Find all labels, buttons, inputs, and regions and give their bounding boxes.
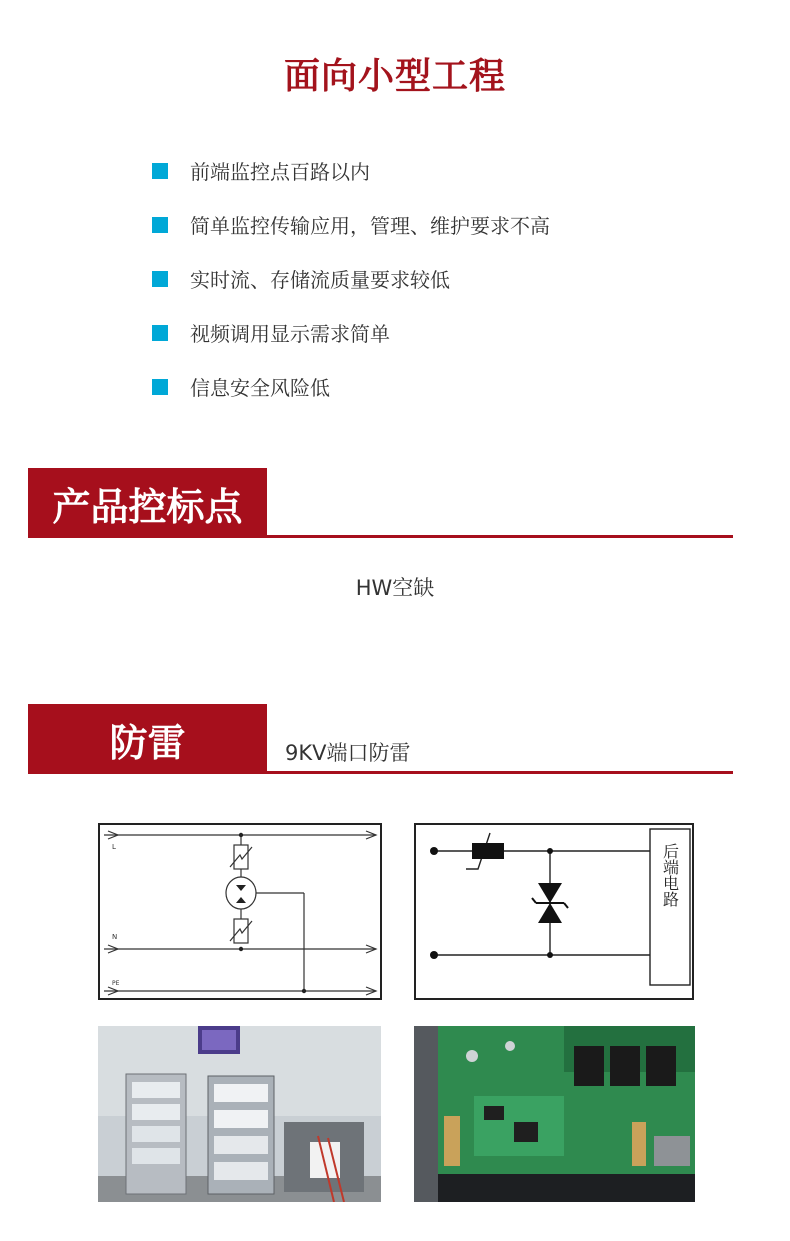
section-heading: 产品控标点	[28, 468, 267, 538]
section-divider	[28, 535, 733, 538]
section-heading: 防雷	[28, 704, 267, 774]
section-divider	[28, 771, 733, 774]
feature-list	[152, 143, 550, 413]
list-item: 信息安全风险低	[152, 359, 550, 413]
bullet-square-icon	[152, 379, 168, 395]
board-image	[414, 1026, 695, 1202]
line-label: L	[112, 843, 116, 851]
circuit-drawing	[416, 825, 692, 998]
page-title: 面向小型工程	[283, 56, 506, 97]
bullet-square-icon	[152, 163, 168, 179]
bullet-square-icon	[152, 325, 168, 341]
port-protection-diagram	[414, 823, 694, 1000]
surge-circuit-diagram	[98, 823, 382, 1000]
section-product-header	[28, 468, 733, 538]
lab-equipment-photo	[98, 1026, 381, 1202]
list-item: 实时流、存储流质量要求较低	[152, 251, 550, 305]
product-note: HW空缺	[355, 576, 435, 600]
circuit-drawing	[100, 825, 380, 998]
backend-circuit-label: 后端电路	[660, 843, 680, 907]
list-item: 视频调用显示需求简单	[152, 305, 550, 359]
neutral-label: N	[112, 933, 118, 941]
bullet-square-icon	[152, 217, 168, 233]
lightning-note: 9KV端口防雷	[285, 741, 411, 765]
circuit-board-photo	[414, 1026, 695, 1202]
bullet-square-icon	[152, 271, 168, 287]
list-item: 简单监控传输应用，管理、维护要求不高	[152, 197, 550, 251]
lab-image	[98, 1026, 381, 1202]
pe-label: PE	[112, 980, 120, 987]
list-item: 前端监控点百路以内	[152, 143, 550, 197]
